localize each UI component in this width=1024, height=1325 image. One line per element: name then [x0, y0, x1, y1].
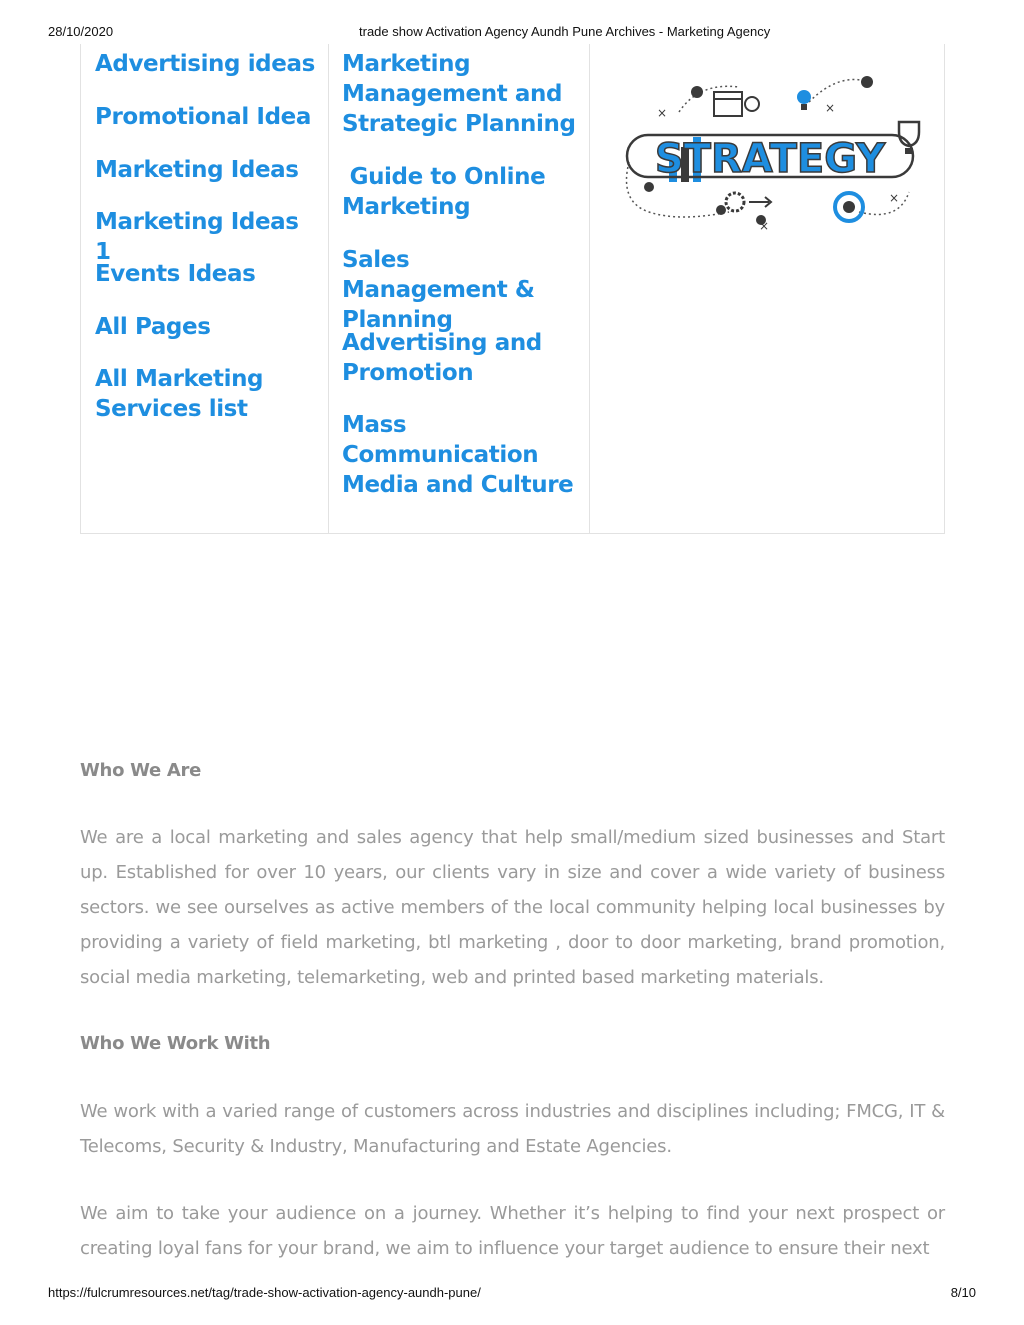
link-events-ideas[interactable]: Events Ideas [95, 261, 256, 287]
link-mass-communication[interactable]: Mass Communication Media and Culture [342, 412, 574, 498]
link-marketing-ideas[interactable]: Marketing Ideas [95, 157, 299, 183]
svg-text:×: × [889, 191, 900, 205]
svg-text:×: × [657, 106, 668, 120]
link-all-marketing-services-list[interactable]: All Marketing Services list [95, 366, 264, 422]
svg-text:×: × [825, 101, 836, 115]
link-advertising-ideas[interactable]: Advertising ideas [95, 51, 315, 77]
print-header [48, 24, 976, 42]
svg-text:×: × [759, 219, 770, 233]
strategy-illustration [609, 62, 939, 237]
who-we-work-with-heading: Who We Work With [80, 1033, 271, 1054]
link-marketing-management[interactable]: Marketing Management and Strategic Planning [342, 51, 576, 137]
journey-text: We aim to take your audience on a journey. Whether it’s helping to find your next prospect or creating loyal fans for your brand, we aim to influence your target audience to ensure their next [80, 1203, 945, 1259]
print-page-number: 8/10 [950, 1285, 976, 1300]
who-we-are-heading: Who We Are [80, 760, 202, 781]
link-marketing-ideas-1[interactable]: Marketing Ideas 1 [95, 209, 299, 265]
print-url: https://fulcrumresources.net/tag/trade-show-activation-agency-aundh-pune/ [48, 1285, 481, 1300]
link-column-1 [81, 44, 329, 533]
link-advertising-promotion[interactable]: Advertising and Promotion [342, 330, 542, 386]
link-all-pages[interactable]: All Pages [95, 314, 211, 340]
link-guide-online-marketing[interactable]: Guide to Online Marketing [342, 164, 553, 220]
who-we-work-with-text: We work with a varied range of customers across industries and disciplines including; FMCG, IT & Telecoms, Security & Industry, Manufacturing and Estate Agencies. [80, 1101, 945, 1157]
print-page-title: trade show Activation Agency Aundh Pune Archives - Marketing Agency [359, 24, 771, 39]
link-column-2 [328, 44, 590, 533]
image-column [589, 44, 946, 533]
link-sales-management[interactable]: Sales Management & Planning [342, 247, 535, 333]
who-we-are-text: We are a local marketing and sales agency that help small/medium sized businesses and Start up. Established for over 10 years, our clients vary in size and cover a wide variety of business sectors. we see ourselves as active members of the local community helping local businesses by providing a variety of field marketing, btl marketing , door to door marketing, brand promotion, social media marketing, telemarketing, web and printed based marketing materials. [80, 827, 945, 988]
print-footer [48, 1285, 976, 1303]
link-table [80, 44, 945, 534]
print-date: 28/10/2020 [48, 24, 114, 39]
strategy-logo-text: STRATEGY [654, 136, 886, 182]
link-promotional-idea[interactable]: Promotional Idea [95, 104, 311, 130]
